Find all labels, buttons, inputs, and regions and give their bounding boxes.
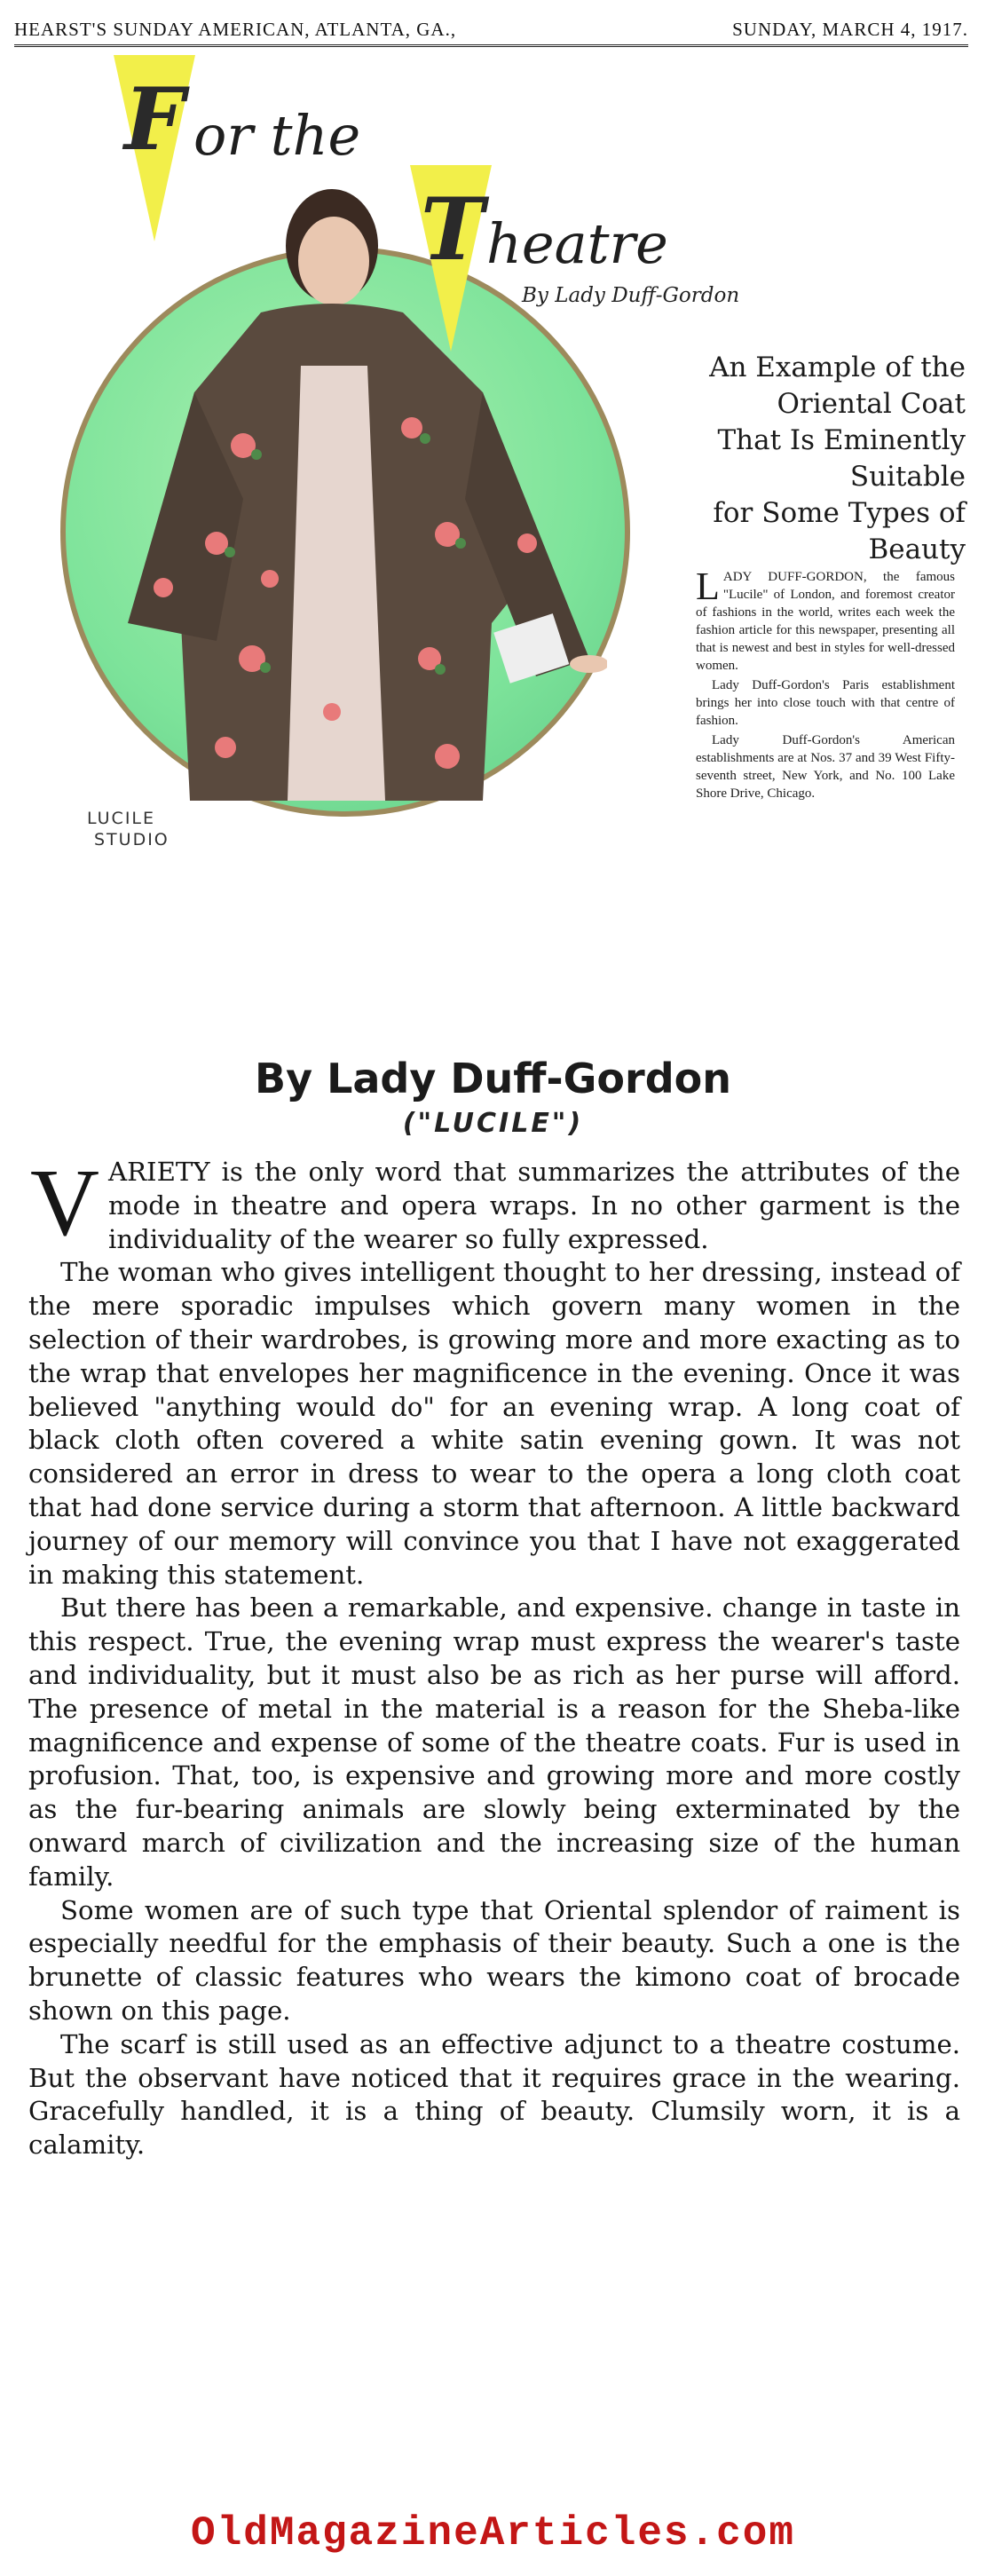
sidebar-paragraph-3: Lady Duff-Gordon's American establishments are at Nos. 37 and 39 West Fifty-seventh street, New York, and No. 100 Lake Shore Drive, Chicago. (696, 733, 955, 801)
caption-line: That Is Eminently (717, 424, 966, 456)
masthead-date: SUNDAY, MARCH 4, 1917. (732, 19, 968, 40)
article-paragraph-5: The scarf is still used as an effective adjunct to a theatre costume. But the observant have noticed that it requires grace in the wearing. Gracefully handled, it is a thing of beauty. Clumsily worn, it is a calamity. (28, 2028, 960, 2161)
article-paragraph-2: The woman who gives intelligent thought to her dressing, instead of the mere sporadic impulses which govern many women in the selection of their wardrobes, is growing more and more exacting as to the wrap that envelopes her magnificence in the evening. Once it was believed "anything would do" for an evening wrap. A long coat of black cloth often covered a white satin evening gown. It was not considered an error in dress to wear to the opera a long cloth coat that had done service during a storm that afternoon. A little backward journey of our memory will convince you that I have not exaggerated in making this statement. (28, 1257, 960, 1590)
title-initial-t: T (421, 179, 485, 280)
caption-line: Oriental Coat (777, 388, 966, 420)
photo-credit-line-2: STUDIO (94, 830, 170, 849)
photo-credit-line-1: LUCILE (87, 809, 156, 828)
author-note-sidebar (696, 565, 955, 804)
title-byline: By Lady Duff-Gordon (522, 284, 740, 307)
masthead-publication: HEARST'S SUNDAY AMERICAN, ATLANTA, GA., (14, 19, 457, 40)
title-initial-f: F (124, 69, 185, 170)
title-line-2: heatre (486, 211, 668, 276)
article-paragraph-1: ARIETY is the only word that summarizes the attributes of the mode in theatre and opera wraps. In no other garment is the individuality of the wearer so fully expressed. (108, 1157, 960, 1254)
sidebar-paragraph-2: Lady Duff-Gordon's Paris establishment brings her into close touch with that centre of fashion. (696, 678, 955, 728)
article-paragraph-4: Some women are of such type that Oriental splendor of raiment is especially needful for the emphasis of their beauty. Such a one is the brunette of classic features who wears the kimono coat of brocade shown on this page. (28, 1894, 960, 2026)
article-byline: By Lady Duff-Gordon (255, 1055, 731, 1102)
caption-line: for Some Types of (713, 497, 966, 529)
newspaper-masthead (14, 11, 968, 47)
caption-line: Beauty (868, 533, 966, 565)
author-pseudonym: ("LUCILE") (402, 1108, 584, 1139)
site-watermark: OldMagazineArticles.com (191, 2510, 795, 2556)
photo-credit (87, 808, 170, 850)
title-line-1: or the (193, 103, 361, 168)
sidebar-paragraph-1: ADY DUFF-GORDON, the famous "Lucile" of London, and foremost creator of fashions in the world, writes each week the fashion article for this newspaper, presenting all that is newest and best in styles for well-dressed women. (696, 570, 955, 673)
image-caption (628, 350, 966, 568)
caption-line: Suitable (849, 461, 966, 493)
feature-illustration (25, 55, 968, 1028)
article-dropcap: V (30, 1150, 99, 1256)
article-body (28, 1150, 960, 2162)
article-paragraph-3: But there has been a remarkable, and expensive. change in taste in this respect. True, the evening wrap must express the wearer's taste and individuality, but it must also be as rich as her purse will afford. The presence of metal in the material is a reason for the Sheba-like magnificence and expense of some of the theatre coats. Fur is used in profusion. That, too, is expensive and growing more and more costly as the fur-bearing animals are slowly being exterminated by the onward march of civilization and the increasing size of the human family. (28, 1592, 960, 1892)
sidebar-dropcap: L (696, 565, 720, 608)
caption-line: An Example of the (709, 352, 966, 383)
